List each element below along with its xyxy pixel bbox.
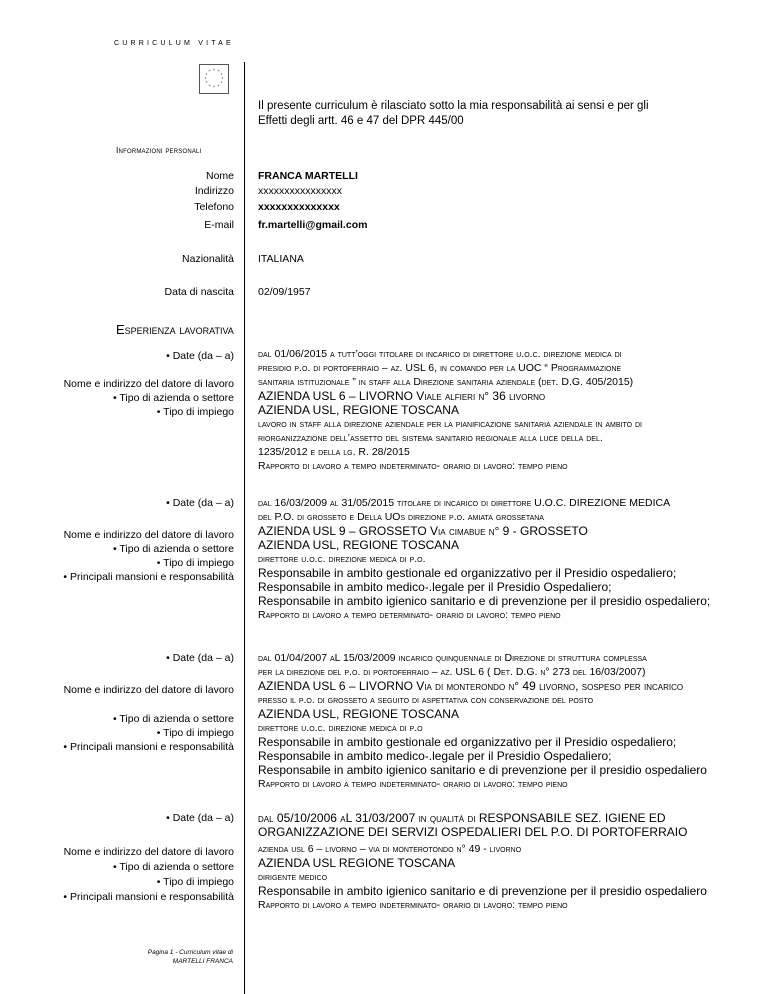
svg-text:*: * <box>205 80 208 86</box>
svg-text:*: * <box>220 80 223 86</box>
entry-job: direttore u.o.c. direzione medica di p.o. <box>258 553 426 565</box>
entry-duty: Responsabile in ambito medico-.legale per il Presidio Ospedaliero; <box>258 580 612 594</box>
entry-job: dirigente medico <box>258 871 328 883</box>
svg-text:*: * <box>213 68 215 73</box>
svg-text:*: * <box>205 72 208 78</box>
entry-duty: Responsabile in ambito gestionale ed organizzativo per il Presidio ospedaliero; <box>258 566 677 580</box>
entry-duty: Rapporto di lavoro a tempo determinato- orario di lavoro: tempo pieno <box>258 609 561 621</box>
entry-duty: Responsabile in ambito igienico sanitario e di prevenzione per il presidio ospedaliero <box>258 763 707 777</box>
entry-job: riorganizzazione dell’assetto del sistema sanitario regionale alla luce della del. <box>258 432 603 444</box>
eu-flag-icon <box>199 64 229 94</box>
entry-employer: azienda usl 6 – livorno – via di monterotondo n° 49 - livorno <box>258 843 522 855</box>
column-divider <box>244 62 245 994</box>
name-label: Nome <box>205 170 234 182</box>
nationality-value: ITALIANA <box>258 253 304 265</box>
duties-label: • Principali mansioni e responsabilità <box>63 571 234 583</box>
entry-job: Rapporto di lavoro a tempo indeterminato- orario di lavoro: tempo pieno <box>258 460 568 472</box>
cv-title: CURRICULUM VITAE <box>114 40 234 47</box>
personal-info-heading: Informazioni personali <box>116 145 202 155</box>
entry-duty: Rapporto di lavoro a tempo indeterminato- orario di lavoro: tempo pieno <box>258 778 568 790</box>
entry-date: per la direzione del p.o. di portoferraio – az. USL 6 ( Det. D.G. n° 273 del 16/03/2007) <box>258 666 646 678</box>
entry-4 <box>258 811 714 912</box>
svg-text:*: * <box>217 83 220 89</box>
address-label: Indirizzo <box>194 185 234 197</box>
svg-text:*: * <box>220 72 223 78</box>
svg-text:*: * <box>213 85 215 90</box>
job-type-label: • Tipo di impiego <box>156 406 234 418</box>
entry-employer: AZIENDA USL 6 – LIVORNO Via di monterondo n° 49 livorno, sospeso per incarico <box>258 679 684 693</box>
svg-text:*: * <box>217 69 220 75</box>
entry-3 <box>258 651 714 791</box>
entry-sector: AZIENDA USL, REGIONE TOSCANA <box>258 403 459 417</box>
entry-sector: AZIENDA USL REGIONE TOSCANA <box>258 856 456 870</box>
entry-date: del P.O. di grosseto e Della UOs direzione p.o. amiata grossetana <box>258 511 544 523</box>
employer-label: Nome e indirizzo del datore di lavoro <box>63 378 234 390</box>
birthdate-label: Data di nascita <box>164 286 234 298</box>
birthdate-value: 02/09/1957 <box>258 286 311 298</box>
work-experience-heading: Esperienza lavorativa <box>116 322 234 337</box>
entry-date: presidio p.o. di portoferraio – az. USL 6, in comando per la UOC “ Programmazione <box>258 362 622 374</box>
job-type-label: • Tipo di impiego <box>156 876 234 888</box>
svg-text:*: * <box>221 76 224 82</box>
entry-date: dal 16/03/2009 al 31/05/2015 titolare di incarico di direttore U.O.C. DIREZIONE MEDICA <box>258 497 671 509</box>
svg-text:*: * <box>208 69 211 75</box>
nationality-label: Nazionalità <box>182 253 234 265</box>
entry-duty: Responsabile in ambito igienico sanitario e di prevenzione per il presidio ospedaliero <box>258 884 707 898</box>
address-value: xxxxxxxxxxxxxxxx <box>258 185 342 197</box>
job-type-label: • Tipo di impiego <box>156 557 234 569</box>
entry-1 <box>258 347 714 473</box>
name-value: FRANCA MARTELLI <box>258 170 358 182</box>
entry-employer: AZIENDA USL 6 – LIVORNO Viale alfieri n° 36 livorno <box>258 389 546 403</box>
entry-duty: Rapporto di lavoro a tempo indeterminato- orario di lavoro: tempo pieno <box>258 899 568 911</box>
email-value: fr.martelli@gmail.com <box>258 219 368 231</box>
entry-job: direttore u.o.c. direzione medica di p.o <box>258 722 423 734</box>
employer-label: Nome e indirizzo del datore di lavoro <box>63 529 234 541</box>
entry-sector: AZIENDA USL, REGIONE TOSCANA <box>258 538 459 552</box>
date-label: • Date (da – a) <box>166 350 234 362</box>
entry-date: sanitaria istituzionale ” in staff alla Direzione sanitaria aziendale (det. D.G. 405/2015) <box>258 376 634 388</box>
phone-label: Telefono <box>194 201 234 213</box>
entry-duty: Responsabile in ambito igienico sanitario e di prevenzione per il presidio ospedaliero; <box>258 594 711 608</box>
entry-duty: Responsabile in ambito medico-.legale per il Presidio Ospedaliero; <box>258 749 612 763</box>
entry-2 <box>258 496 714 622</box>
email-label: E-mail <box>204 219 234 231</box>
duties-label: • Principali mansioni e responsabilità <box>63 741 234 753</box>
entry-employer: AZIENDA USL 9 – GROSSETO Via cimabue n° 9 - GROSSETO <box>258 524 588 538</box>
date-label: • Date (da – a) <box>166 812 234 824</box>
entry-sector: AZIENDA USL, REGIONE TOSCANA <box>258 707 459 721</box>
sector-label: • Tipo di azienda o settore <box>112 861 234 873</box>
svg-text:*: * <box>208 83 211 89</box>
entry-employer: presso il p.o. di grosseto a seguito di aspettativa con conservazione del posto <box>258 694 594 706</box>
entry-date: dal 01/06/2015 a tutt’oggi titolare di incarico di direttore u.o.c. direzione medica di <box>258 348 622 360</box>
employer-label: Nome e indirizzo del datore di lavoro <box>63 846 234 858</box>
entry-date: dal 01/04/2007 aL 15/03/2009 incarico quinquennale di Direzione di struttura complessa <box>258 652 647 664</box>
job-type-label: • Tipo di impiego <box>156 727 234 739</box>
intro-statement: Il presente curriculum è rilasciato sotto la mia responsabilità ai sensi e per gli Effetti degli artt. 46 e 47 del DPR 445/00 <box>258 100 649 127</box>
sector-label: • Tipo di azienda o settore <box>112 392 234 404</box>
svg-text:*: * <box>204 76 207 82</box>
entry-date: ORGANIZZAZIONE DEI SERVIZI OSPEDALIERI DEL P.O. DI PORTOFERRAIO <box>258 825 688 839</box>
employer-label: Nome e indirizzo del datore di lavoro <box>63 684 234 696</box>
phone-value: xxxxxxxxxxxxxx <box>258 201 340 213</box>
date-label: • Date (da – a) <box>166 652 234 664</box>
entry-job: lavoro in staff alla direzione aziendale per la pianificazione sanitaria aziendale in ambito di <box>258 418 642 430</box>
sector-label: • Tipo di azienda o settore <box>112 713 234 725</box>
sector-label: • Tipo di azienda o settore <box>112 543 234 555</box>
entry-date: dal 05/10/2006 aL 31/03/2007 in qualità di RESPONSABILE SEZ. IGIENE ED <box>258 811 666 825</box>
page-footer: Pagina 1 - Curriculum vitae di MARTELLI FRANCA <box>147 949 233 965</box>
duties-label: • Principali mansioni e responsabilità <box>63 891 234 903</box>
entry-job: 1235/2012 e della lg. R. 28/2015 <box>258 446 410 458</box>
entry-duty: Responsabile in ambito gestionale ed organizzativo per il Presidio ospedaliero; <box>258 735 677 749</box>
date-label: • Date (da – a) <box>166 497 234 509</box>
